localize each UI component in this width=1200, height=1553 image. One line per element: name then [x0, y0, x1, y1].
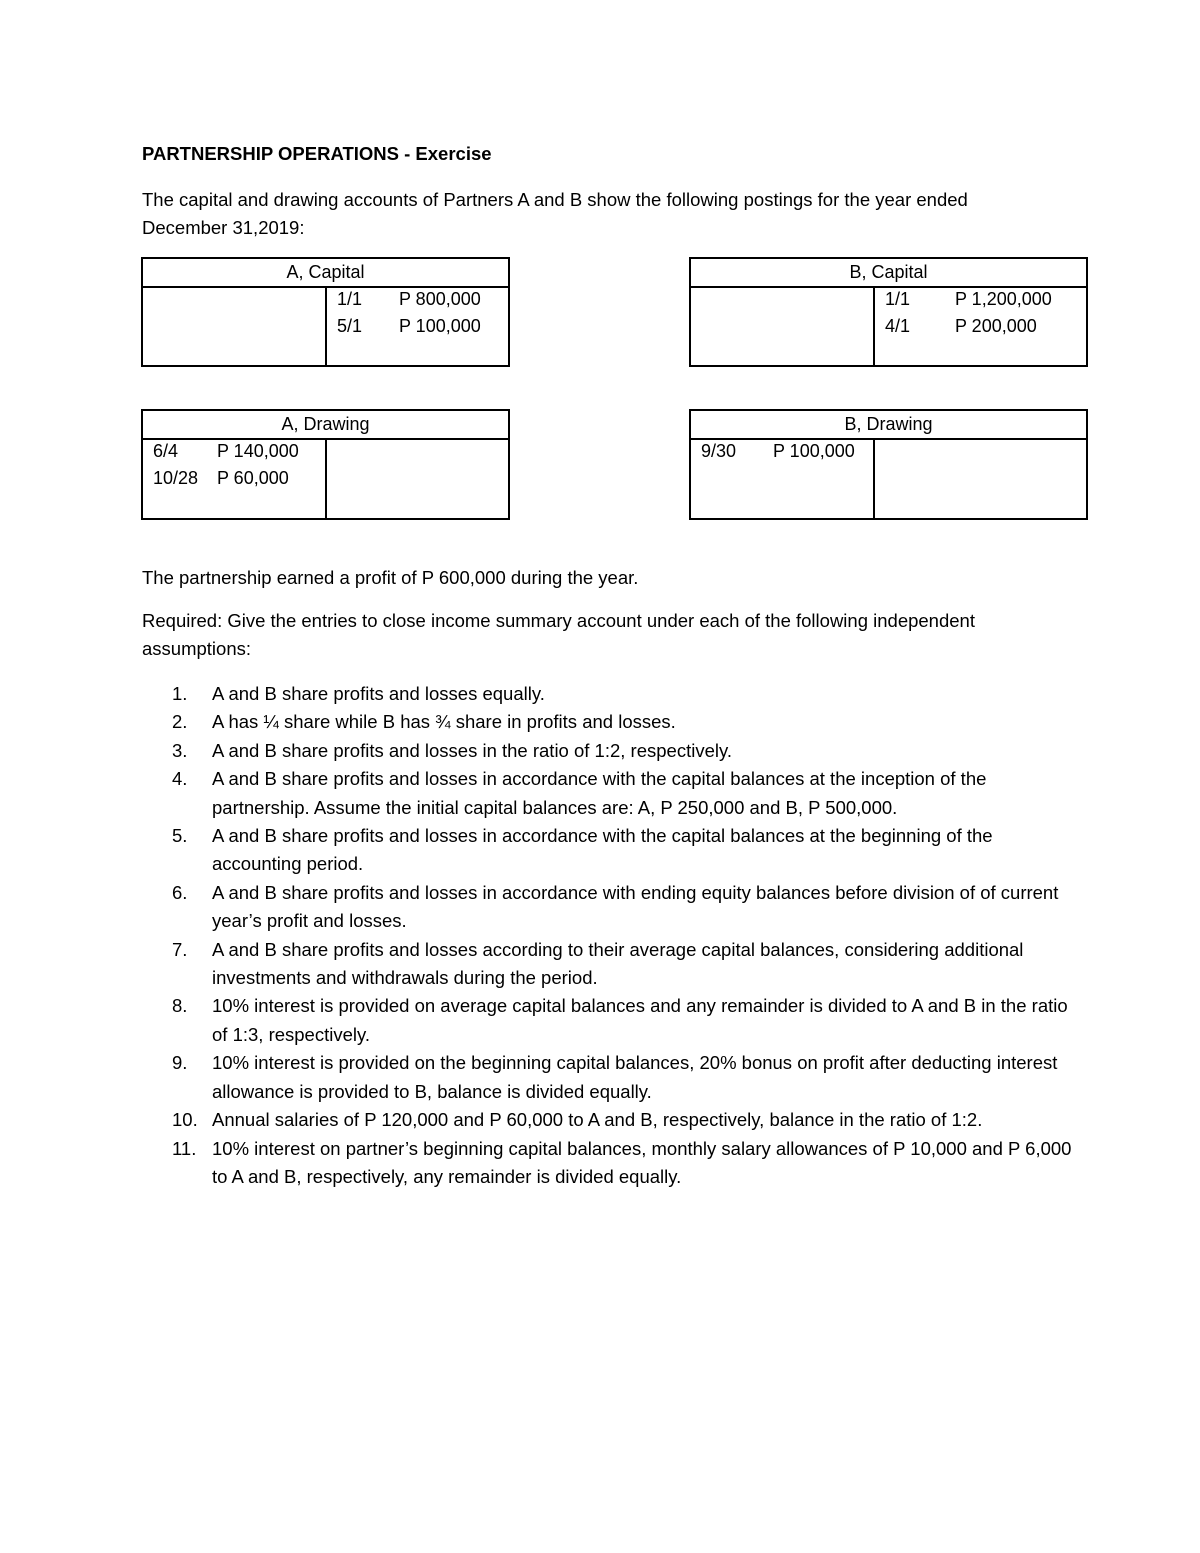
- assumptions-list: [142, 680, 1072, 1191]
- list-number: 7.: [172, 938, 188, 960]
- debit-side: [153, 438, 299, 492]
- t-account-b-drawing: [689, 409, 1088, 520]
- t-account-b-capital: [689, 257, 1088, 367]
- entry-amount: P 60,000: [217, 468, 289, 488]
- intro-paragraph: The capital and drawing accounts of Partners A and B show the following postings for the year ended December 31,2019:: [142, 189, 968, 238]
- entry-amount: P 100,000: [399, 316, 481, 336]
- t-account-divider: [325, 286, 327, 365]
- t-account-a-drawing: [141, 409, 510, 520]
- list-text: 10% interest on partner’s beginning capital balances, monthly salary allowances of P 10,000 and P 6,000 to A and B, respectively, any remainder is divided equally.: [212, 1137, 1072, 1187]
- list-number: 2.: [172, 711, 188, 733]
- credit-side: [885, 286, 1052, 340]
- list-item: [142, 879, 1072, 936]
- list-number: 4.: [172, 768, 188, 790]
- entry-date: 5/1: [337, 316, 363, 336]
- entry-amount: P 800,000: [399, 289, 481, 309]
- credit-entry: [337, 286, 481, 313]
- list-item: [142, 680, 1072, 708]
- list-item: [142, 936, 1072, 993]
- list-text: 10% interest is provided on the beginning capital balances, 20% bonus on profit after deducting interest allowance is provided to B, balance is divided equally.: [212, 1052, 1058, 1102]
- profit-paragraph: The partnership earned a profit of P 600,000 during the year.: [142, 567, 639, 588]
- debit-entry: [153, 438, 299, 465]
- list-number: 9.: [172, 1052, 188, 1074]
- t-account-title: B, Capital: [691, 259, 1086, 288]
- debit-side: [701, 438, 855, 465]
- t-account-a-capital: [141, 257, 510, 367]
- list-text: 10% interest is provided on average capital balances and any remainder is divided to A and B in the ratio of 1:3, respectively.: [212, 995, 1068, 1045]
- t-account-title: B, Drawing: [691, 411, 1086, 440]
- list-item: [142, 1135, 1072, 1192]
- debit-entry: [153, 465, 299, 492]
- list-number: 6.: [172, 881, 188, 903]
- credit-entry: [885, 313, 1052, 340]
- page-title: PARTNERSHIP OPERATIONS - Exercise: [142, 143, 492, 164]
- list-item: [142, 822, 1072, 879]
- entry-date: 1/1: [337, 289, 363, 309]
- list-text: A and B share profits and losses in the ratio of 1:2, respectively.: [212, 739, 732, 761]
- entry-date: 6/4: [153, 441, 179, 461]
- list-item: [142, 708, 1072, 736]
- list-text: A and B share profits and losses equally.: [212, 683, 545, 704]
- required-paragraph: Required: Give the entries to close income summary account under each of the following independent assumptions:: [142, 610, 975, 659]
- entry-date: 4/1: [885, 316, 911, 336]
- credit-side: [337, 286, 481, 340]
- list-item: [142, 1106, 1072, 1134]
- list-text: Annual salaries of P 120,000 and P 60,000 to A and B, respectively, balance in the ratio of 1:2.: [212, 1109, 983, 1131]
- debit-entry: [701, 438, 855, 465]
- list-text: A has ¼ share while B has ¾ share in profits and losses.: [212, 711, 676, 733]
- entry-amount: P 100,000: [773, 441, 855, 461]
- list-text: A and B share profits and losses in accordance with the capital balances at the inception of the partnership. Assume the initial capital balances are: A, P 250,000 and B, P 500,000.: [212, 768, 987, 818]
- credit-entry: [337, 313, 481, 340]
- entry-date: 9/30: [701, 441, 737, 461]
- entry-amount: P 1,200,000: [955, 289, 1052, 309]
- list-item: [142, 1049, 1072, 1106]
- list-item: [142, 992, 1072, 1049]
- t-account-title: A, Capital: [143, 259, 508, 288]
- t-account-divider: [873, 286, 875, 365]
- list-text: A and B share profits and losses according to their average capital balances, considering additional investments and withdrawals during the period.: [212, 938, 1024, 989]
- list-text: A and B share profits and losses in accordance with ending equity balances before division of of current year’s profit and losses.: [212, 881, 1059, 932]
- entry-date: 1/1: [885, 289, 911, 309]
- list-number: 3.: [172, 739, 188, 761]
- credit-entry: [885, 286, 1052, 313]
- t-account-title: A, Drawing: [143, 411, 508, 440]
- list-number: 10.: [172, 1109, 198, 1131]
- t-account-divider: [325, 438, 327, 518]
- list-item: [142, 737, 1072, 765]
- entry-amount: P 140,000: [217, 441, 299, 461]
- entry-amount: P 200,000: [955, 316, 1037, 336]
- list-number: 8.: [172, 995, 188, 1017]
- list-number: 11.: [172, 1137, 197, 1159]
- list-number: 5.: [172, 825, 188, 847]
- t-account-divider: [873, 438, 875, 518]
- list-text: A and B share profits and losses in accordance with the capital balances at the beginning of the accounting period.: [212, 825, 993, 875]
- list-item: [142, 765, 1072, 822]
- entry-date: 10/28: [153, 468, 199, 488]
- list-number: 1.: [172, 683, 188, 704]
